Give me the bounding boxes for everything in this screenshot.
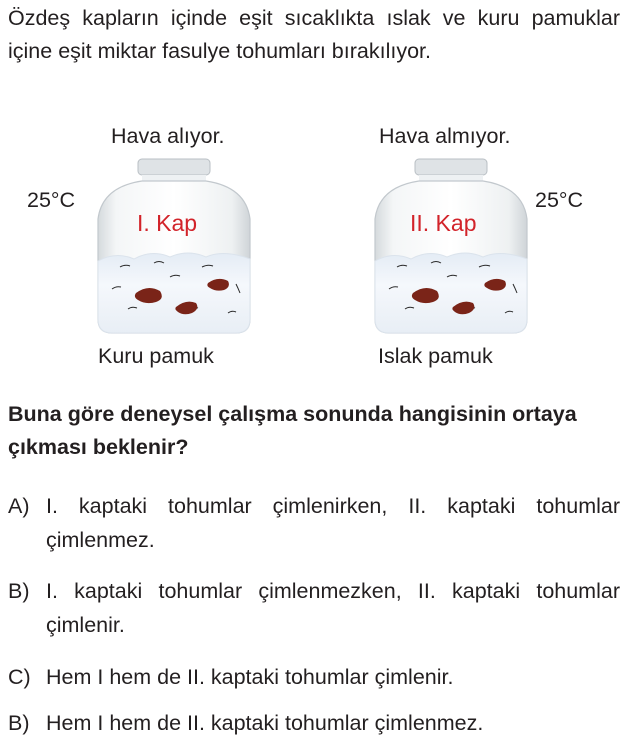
jar1-top-caption: Hava alıyor. (111, 124, 225, 148)
option-c[interactable] (8, 660, 620, 694)
intro-text: Özdeş kapların içinde eşit sıcaklıkta ıslak ve kuru pamuklar içine eşit miktar fasulye tohumları bırakılıyor. (8, 6, 620, 63)
jar2-bottom-caption: Islak pamuk (378, 344, 493, 368)
option-b-text: I. kaptaki tohumlar çimlenmezken, II. kaptaki tohumlar çimlenir. (46, 579, 620, 637)
option-b-letter: B) (8, 579, 30, 603)
option-d[interactable] (8, 706, 620, 740)
option-a[interactable] (8, 489, 620, 557)
jar1-bottom-caption: Kuru pamuk (98, 344, 214, 368)
jar1-svg (90, 157, 258, 337)
option-d-text: Hem I hem de II. kaptaki tohumlar çimlenmez. (46, 711, 484, 735)
jar2-svg (367, 157, 535, 337)
jar2-temperature: 25°C (535, 188, 584, 212)
question-text: Buna göre deneysel çalışma sonunda hangisinin ortaya çıkması beklenir? (8, 402, 577, 459)
jar2-illustration (367, 157, 535, 337)
jar1-label: I. Kap (137, 210, 198, 236)
jar1-illustration (90, 157, 258, 337)
jar2-label: II. Kap (410, 210, 477, 236)
option-a-text: I. kaptaki tohumlar çimlenirken, II. kaptaki tohumlar çimlenmez. (46, 494, 620, 552)
jar2-top-caption: Hava almıyor. (379, 124, 511, 148)
option-b[interactable] (8, 574, 620, 642)
option-a-letter: A) (8, 494, 30, 518)
option-c-text: Hem I hem de II. kaptaki tohumlar çimlenir. (46, 665, 454, 689)
option-d-letter: B) (8, 711, 30, 735)
option-c-letter: C) (8, 665, 31, 689)
jar1-temperature: 25°C (27, 188, 76, 212)
